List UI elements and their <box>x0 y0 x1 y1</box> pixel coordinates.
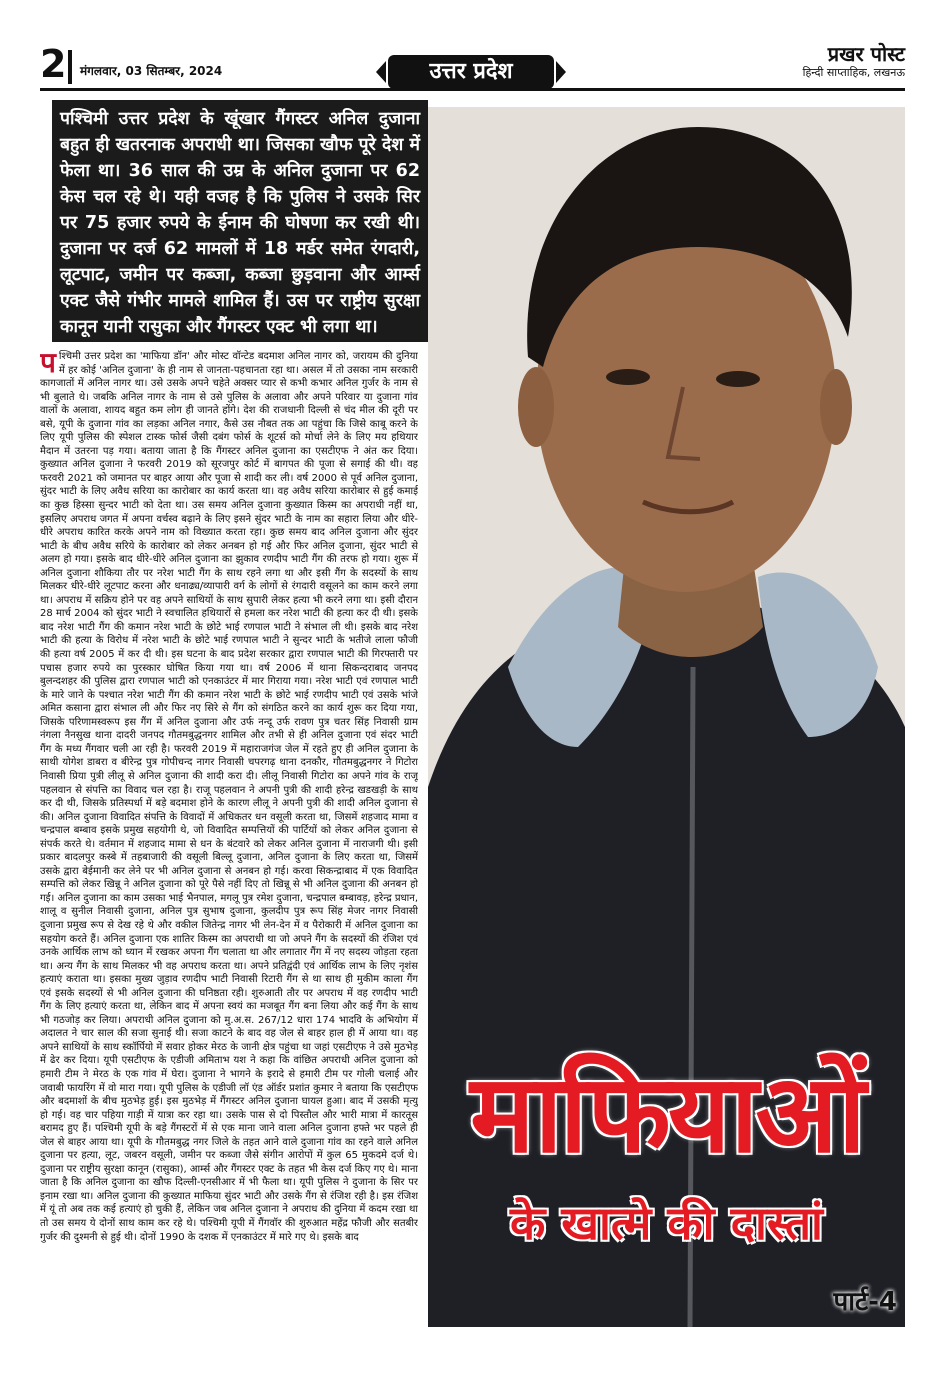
brand-tagline: हिन्दी साप्ताहिक, लखनऊ <box>802 66 905 79</box>
masthead <box>0 0 945 92</box>
page-number-divider <box>68 50 72 84</box>
part-label: पार्ट-4 <box>833 1287 897 1317</box>
page-number: 2 <box>40 42 67 86</box>
article-text: श्चिमी उत्तर प्रदेश का 'माफिया डॉन' और मोस्ट वॉन्टेड बदमाश अनिल नागर को, जरायम की दुनिया में हर कोई 'अनिल दुजाना' के ही नाम से जानता-पहचानता रहा था। असल में तो उसका नाम सरकारी कागजातों में अनिल नागर था। उसे उसके अपने चहेते अक्सर प्यार से कभी कभार अनिल गुर्जर के नाम से भी बुलाते थे। जबकि अनिल नागर के नाम से उसे पुलिस के अलावा और अपने परिवार या दुजाना गांव वालों के अलावा, शायद बहुत कम लोग ही जानते होंगे। देश की राजधानी दिल्ली से चंद मील की दूरी पर बसे, यूपी के दुजाना गांव का लड़का अनिल नगार, कैसे उस नौबत तक आ पहुंचा कि जिसे काबू करने के लिए यूपी पुलिस की स्पेशल टास्क फोर्स जैसी दबंग फोर्स के शूटर्स को मोर्चा लेने के लिए मय हथियार मैदान में उतरना पड़ गया। बताया जाता है कि गैंगस्टर अनिल दुजाना का एसटीएफ ने अंत कर दिया। कुख्यात अनिल दुजाना ने फरवरी 2019 को सूरजपुर कोर्ट में बागपत की पूजा से सगाई की थी। वह फरवरी 2021 को जमानत पर बाहर आया और पूजा से शादी कर ली। वर्ष 2000 से पूर्व अनिल दुजाना, सुंदर भाटी के लिए अवैध सरिया का कारोबार का कार्य करता था। वह अवैध सरिया कारोबार से हुई कमाई का कुछ हिस्सा सुन्दर भाटी को देता था। उस समय अनिल दुजाना कुख्यात किस्म का अपराधी नहीं था, इसलिए अपराध जगत में अपना वर्चस्व बढ़ाने के लिए इसने सुंदर भाटी के नाम का सहारा लिया और धीरे-धीरे अपराध कारित करके अपने नाम को विख्यात करता रहा। कुछ समय बाद अनिल दुजाना और सुंदर भाटी के बीच अवैध सरिये के कारोबार को लेकर अनबन हो गई और फिर अनिल दुजाना, सुंदर भाटी से अलग हो गया। इसके बाद धीरे-धीरे अनिल दुजाना का झुकाव रणदीप भाटी गैंग की तरफ हो गया। शुरू में अनिल दुजाना शौकिया तौर पर नरेश भाटी गैंग के साथ रहने लगा था और इसी गैंग के सदस्यों के साथ मिलकर धीरे-धीरे लूटपाट करना और धनाढ्य/व्यापारी वर्ग के लोगों से रंगदारी वसूलने का काम करने लगा था। अपराध में सक्रिय होने पर वह अपने साथियों के साथ सुपारी लेकर हत्या भी करने लगा था। इसी दौरान 28 मार्च 2004 को सुंदर भाटी ने स्वचालित हथियारों से हमला कर नरेश भाटी की हत्या कर दी थी। इसके बाद नरेश भाटी गैंग की कमान नरेश भाटी के छोटे भाई रणपाल भाटी ने संभाल ली थी। इसके बाद नरेश भाटी की हत्या के विरोध में नरेश भाटी के छोटे भाई रणपाल भाटी ने सुन्दर भाटी के भतीजे लाला फौजी की हत्या वर्ष 2005 में कर दी थी। इस घटना के बाद प्रदेश सरकार द्वारा रणपाल भाटी की गिरफ्तारी पर पचास हजार रुपये का पुरस्कार घोषित किया गया था। वर्ष 2006 में थाना सिकन्दराबाद जनपद बुलन्दशहर की पुलिस द्वारा रणपाल भाटी को एनकाउंटर में मार गिराया गया। नरेश भाटी एवं रणपाल भाटी के मारे जाने के पश्चात नरेश भाटी गैंग की कमान नरेश भाटी के छोटे भाई रणदीप भाटी एवं उसके भांजे अमित कसाना द्वारा संभाल ली और फिर नए सिरे से गैंग को संगठित करने का कार्य शुरू कर दिया गया, जिसके परिणामस्वरूप इस गैंग में अनिल दुजाना और उर्फ नन्दू उर्फ रावण पुत्र चतर सिंह निवासी ग्राम नंगला नैनसुख थाना दादरी जनपद गौतमबुद्धनगर शामिल और तभी से ही अनिल दुजाना एवं संदर भाटी गैंग के मध्य गैंगवार चली आ रही है। फरवरी 2019 में महाराजगंज जेल में रहते हुए ही अनिल दुजाना के साथी योगेश डाबरा व बीरेन्द्र पुत्र गोपीचन्द नागर निवासी चपरगढ़ थाना दनकौर, गौतमबुद्धनगर ने गिटोरा निवासी प्रिया पुत्री लीलू से अनिल दुजाना की शादी करा दी। लीलू निवासी गिटोरा का अपने गांव के राजू पहलवान से संपत्ति का विवाद चल रहा है। राजू पहलवान ने अपनी पुत्री की शादी हरेन्द्र खडखड़ी के साथ कर दी थी, जिसके प्रतिस्पर्धा में बड़े बदमाश होने के कारण लीलू ने अपनी पुत्री की शादी अनिल दुजाना से की। अनिल दुजाना विवादित संपत्ति के विवादों में अधिकतर धन वसूली करता था, जिसमें शहजाद मामा व चन्द्रपाल बम्बाव इसके प्रमुख सहयोगी थे, जो विवादित सम्पत्तियों की पार्टियों को लेकर अनिल दुजाना से संपर्क करते थे। वर्तमान में शहजाद मामा से धन के बंटवारे को लेकर अनिल दुजाना में नाराजगी थी। इसी प्रकार बादलपुर कस्बे में तहबाजारी की वसूली बिल्लू दुजाना, अनिल दुजाना के लिए करता था, जिसमें उसके द्वारा बेईमानी कर लेने पर भी अनिल दुजाना से अनबन हो गई। करवा सिकन्द्राबाद में एक विवादित सम्पत्ति को लेकर खिन्नू ने अनिल दुजाना को पूरे पैसे नहीं दिए तो खिन्नू से भी अनिल दुजाना की अनबन हो गई। अनिल दुजाना का काम उसका भाई भैनपाल, मगलू पुत्र रमेश दुजाना, चन्द्रपाल बम्बावड़, हरेन्द्र प्रधान, शालू व सुनील निवासी दुजाना, अनिल पुत्र सुभाष दुजाना, कुलदीप पुत्र रूप सिंह मेजर नागर निवासी दुजाना प्रमुख रूप से देख रहे थे और वकील जितेन्द्र नागर भी लेन-देन में व पैरोकारी में अनिल दुजाना का सहयोग करते हैं। अनिल दुजाना एक शातिर किस्म का अपराधी था जो अपने गैंग के सदस्यों की रंजिश एवं उनके आर्थिक लाभ को ध्यान में रखकर अपना गैंग चलाता था और लगातार गैंग में नए सदस्य जोड़ता रहता था। अन्य गैंग के साथ मिलकर भी वह अपराध करता था। अपने प्रतिद्वंदी एवं आर्थिक लाभ के लिए नृशंस हत्याएं कराता था। इसका मुख्य जुड़ाव रणदीप भाटी निवासी रिटारी गैंग से था साथ ही मुकीम काला गैंग एवं इसके सदस्यों से भी अनिल दुजाना की घनिष्ठता रही। शुरुआती तौर पर अपराध में वह रणदीप भाटी गैंग के लिए हत्याएं करता था, लेकिन बाद में अपना स्वयं का मजबूत गैंग बना लिया और कई गैंग के साथ भी गठजोड़ कर लिया। अपराधी अनिल दुजाना को मु.अ.स. 267/12 धारा 174 भादवि के अभियोग में अदालत ने चार साल की सजा सुनाई थी। सजा काटने के बाद वह जेल से बाहर हाल ही में आया था। वह अपने साथियों के साथ स्कॉर्पियो में सवार होकर मेरठ के जानी क्षेत्र पहुंचा था जहां एसटीएफ ने उसे मुठभेड़ में ढेर कर दिया। यूपी एसटीएफ के एडीजी अमिताभ यश ने कहा कि वांछित अपराधी अनिल दुजाना को हमारी टीम ने मेरठ के एक गांव में घेरा। दुजाना ने भागने के इरादे से हमारी टीम पर गोली चलाई और जवाबी फायरिंग में वो मारा गया। यूपी पुलिस के एडीजी लॉ एंड ऑर्डर प्रशांत कुमार ने बताया कि एसटीएफ और बदमाशों के बीच मुठभेड़ हुई। इस मुठभेड़ में गैंगस्टर अनिल दुजाना घायल हुआ। बाद में उसकी मृत्यु हो गई। वह चार पहिया गाड़ी में यात्रा कर रहा था। उसके पास से दो पिस्तौल और भारी मात्रा में कारतूस बरामद हुए हैं। पश्चिमी यूपी के बड़े गैंगस्टरों में से एक माना जाने वाला अनिल दुजाना हफ्ते भर पहले ही जेल से बाहर आया था। यूपी के गौतमबुद्ध नगर जिले के तहत आने वाले दुजाना गांव का रहने वाले अनिल दुजाना पर हत्या, लूट, जबरन वसूली, जमीन पर कब्जा जैसे संगीन आरोपों में कुल 65 मुकदमे दर्ज थे। दुजाना पर राष्ट्रीय सुरक्षा कानून (रासुका), आर्म्स और गैंगस्टर एक्ट के तहत भी केस दर्ज किए गए थे। माना जाता है कि अनिल दुजाना का खौफ दिल्ली-एनसीआर में भी फैला था। यूपी पुलिस ने दुजाना के सिर पर इनाम रखा था। अनिल दुजाना की कुख्यात माफिया सुंदर भाटी और उसके गैंग से रंजिश रही है। इस रंजिश में यूं तो अब तक कई हत्याएं हो चुकी हैं, लेकिन जब अनिल दुजाना ने अपराध की दुनिया में कदम रखा था तो उस समय ये दोनों साथ काम कर रहे थे। पश्चिमी यूपी में गैंगवॉर की शुरुआत महेंद्र फौजी और सतबीर गुर्जर की दुश्मनी से हुई थी। दोनों 1990 के दशक में एनकाउंटर में मारे गए थे। इसके बाद <box>40 351 418 1243</box>
brand-name: प्रखर पोस्ट <box>827 42 905 66</box>
intro-box: पश्चिमी उत्तर प्रदेश के खूंखार गैंगस्टर अनिल दुजाना बहुत ही खतरनाक अपराधी था। जिसका खौफ पूरे देश में फेला था। 36 साल की उम्र के अनिल दुजाना पर 62 केस चल रहे थे। यही वजह है कि पुलिस ने उसके सिर पर 75 हजार रुपये के ईनाम की घोषणा कर रखी थी। दुजाना पर दर्ज 62 मामलों में 18 मर्डर समेत रंगदारी, लूटपाट, जमीन पर कब्जा, कब्जा छुड़वाना और आर्म्स एक्ट जैसे गंभीर मामले शामिल हैं। उस पर राष्ट्रीय सुरक्षा कानून यानी रासुका और गैंगस्टर एक्ट भी लगा था। <box>52 100 428 342</box>
header-rule <box>40 88 905 91</box>
section-banner: उत्तर प्रदेश <box>388 55 554 89</box>
issue-date: मंगलवार, 03 सितम्बर, 2024 <box>80 64 223 78</box>
headline-title: माफियाओं <box>470 1052 863 1177</box>
headline-subtitle: के खात्मे की दास्तां <box>510 1196 823 1250</box>
newspaper-brand <box>803 42 905 80</box>
article-body <box>40 350 418 1340</box>
drop-cap: प <box>40 350 56 379</box>
